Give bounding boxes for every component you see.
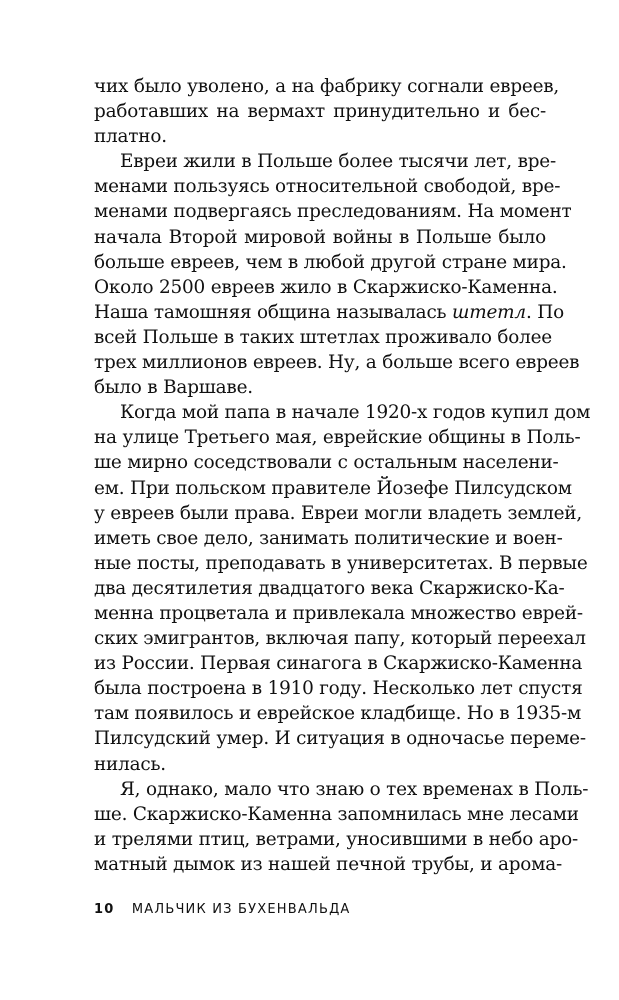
paragraph-3 xyxy=(94,400,591,776)
text-line: Когда мой папа в начале 1920-х годов купил дом xyxy=(120,402,591,424)
text-line: матный дымок из нашей печной трубы, и арома- xyxy=(94,853,563,875)
text-line: ских эмигрантов, включая папу, который переехал xyxy=(94,628,586,650)
text-line: два десятилетия двадцатого века Скаржиско-Ка- xyxy=(94,577,565,599)
page-number: 10 xyxy=(94,902,115,917)
running-title: МАЛЬЧИК ИЗ БУХЕНВАЛЬДА xyxy=(131,902,351,917)
text-line: чих было уволено, а на фабрику согнали евреев, xyxy=(94,76,560,97)
page-footer xyxy=(94,902,351,922)
text-line: Около 2500 евреев жило в Скаржиско-Каменна. xyxy=(94,276,558,298)
text-line: менна процветала и привлекала множество еврей- xyxy=(94,602,583,624)
text-line: и трелями птиц, ветрами, уносившими в небо аро- xyxy=(94,828,579,850)
text-line: на улице Третьего мая, еврейские общины в Поль- xyxy=(94,427,581,449)
text-line: платно. xyxy=(94,126,167,148)
paragraph-1 xyxy=(94,74,560,149)
italic-term: штетл xyxy=(452,301,526,323)
text-line: у евреев были права. Евреи могли владеть землей, xyxy=(94,502,583,524)
text-line-mixed xyxy=(94,300,564,325)
body-text xyxy=(94,74,591,877)
paragraph-4 xyxy=(94,777,589,877)
text-line: Пилсудский умер. И ситуация в одночасье переме- xyxy=(94,728,586,750)
text-line: нилась. xyxy=(94,753,166,775)
text-line: там появилось и еврейское кладбище. Но в 1935-м xyxy=(94,703,582,725)
text-line: трех миллионов евреев. Ну, а больше всего евреев xyxy=(94,352,580,374)
text-line: ше. Скаржиско-Каменна запомнилась мне лесами xyxy=(94,803,579,825)
text-line: Евреи жили в Польше более тысячи лет, вре- xyxy=(120,151,557,173)
text-line: иметь свое дело, занимать политические и воен- xyxy=(94,527,563,549)
text-line: Я, однако, мало что знаю о тех временах в Поль- xyxy=(120,778,589,800)
text-line: ше мирно соседствовали с остальным населени- xyxy=(94,452,559,474)
text-line: было в Варшаве. xyxy=(94,377,253,399)
text-line: менами пользуясь относительной свободой, вре- xyxy=(94,176,561,198)
text-line: менами подвергаясь преследованиям. На момент xyxy=(94,201,572,223)
text-line: ные посты, преподавать в университетах. В первые xyxy=(94,552,588,574)
paragraph-2 xyxy=(94,149,580,400)
text-segment: . По xyxy=(525,301,564,323)
text-line: больше евреев, чем в любой другой стране мира. xyxy=(94,251,567,273)
text-line: работавших на вермахт принудительно и бес- xyxy=(94,101,546,123)
text-line: всей Польше в таких штетлах проживало более xyxy=(94,326,552,348)
text-segment: Наша тамошняя община называлась xyxy=(94,301,447,323)
text-line: ем. При польском правителе Йозефе Пилсудском xyxy=(94,477,572,499)
text-line: начала Второй мировой войны в Польше было xyxy=(94,226,546,248)
text-line: из России. Первая синагога в Скаржиско-Каменна xyxy=(94,653,583,675)
text-line: была построена в 1910 году. Несколько лет спустя xyxy=(94,678,583,700)
